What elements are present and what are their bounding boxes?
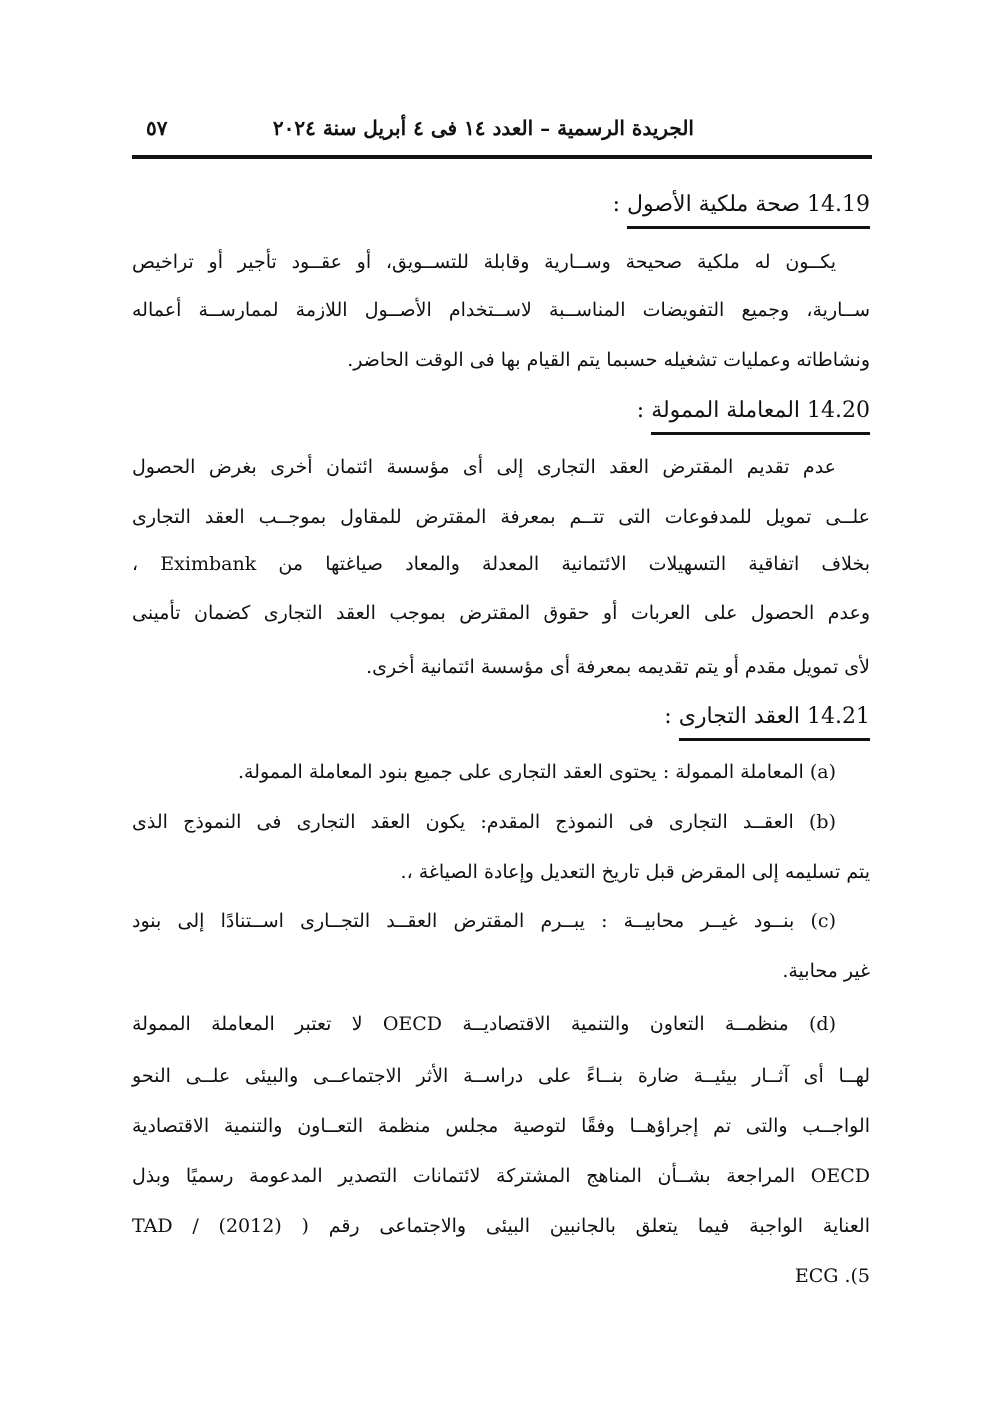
section-heading-14-20: 14.20 المعاملة الممولة :	[132, 396, 870, 435]
paragraph-line: غير محابية.	[782, 960, 870, 982]
list-item-b: (b) العقــد التجارى فى النموذج المقدم: يكون العقد التجارى فى النموذج الذى	[132, 811, 836, 833]
gazette-title: الجريدة الرسمية – العدد ١٤ فى ٤ أبريل سنة ٢٠٢٤	[272, 116, 694, 140]
paragraph-line: الواجــب والتى تم إجراؤهــا وفقًا لتوصية مجلس منظمة التعــاون والتنمية الاقتصادية	[132, 1115, 870, 1137]
paragraph-line: عدم تقديم المقترض العقد التجارى إلى أى مؤسسة ائتمان أخرى بغرض الحصول	[132, 456, 836, 478]
paragraph-line: لأى تمويل مقدم أو يتم تقديمه بمعرفة أى مؤسسة ائتمانية أخرى.	[366, 656, 870, 678]
paragraph-line: علــى تمويل للمدفوعات التى تتــم بمعرفة المقترض للمقاول بموجــب العقد التجارى	[132, 506, 870, 528]
list-item-a: (a) المعاملة الممولة : يحتوى العقد التجارى على جميع بنود المعاملة الممولة.	[237, 761, 836, 783]
paragraph-line: لهــا أى آثــار بيئيــة ضارة بنــاءً على دراســة الأثر الاجتماعــى والبيئى علــى النحو	[132, 1065, 870, 1087]
paragraph-line: العناية الواجبة فيما يتعلق بالجانبين البيئى والاجتماعى رقم ( (2012) / TAD	[132, 1215, 870, 1237]
section-heading-14-21: 14.21 العقد التجارى :	[132, 702, 870, 741]
list-item-d: (d) منظمــة التعاون والتنمية الاقتصاديــة OECD لا تعتبر المعاملة الممولة	[132, 1013, 836, 1035]
paragraph-line: بخلاف اتفاقية التسهيلات الائتمانية المعدلة والمعاد صياغتها من Eximbank ،	[132, 553, 870, 575]
paragraph-line: OECD المراجعة بشــأن المناهج المشتركة لائتمانات التصدير المدعومة رسميًا وبذل	[132, 1165, 870, 1187]
page-header	[132, 112, 870, 148]
header-rule	[132, 155, 872, 159]
paragraph-line: يكــون له ملكية صحيحة وســارية وقابلة للتســويق، أو عقــود تأجير أو تراخيص	[132, 251, 836, 273]
paragraph-line: وعدم الحصول على العربات أو حقوق المقترض بموجب العقد التجارى كضمان تأمينى	[132, 602, 870, 624]
list-item-c: (c) بنــود غيــر محابيــة : يبــرم المقترض العقــد التجــارى اســتنادًا إلى بنود	[132, 910, 836, 932]
section-heading-14-19: 14.19 صحة ملكية الأصول :	[132, 190, 870, 229]
paragraph-line: ونشاطاته وعمليات تشغيله حسبما يتم القيام بها فى الوقت الحاضر.	[347, 349, 870, 371]
paragraph-line: ECG .(5	[794, 1265, 870, 1287]
page-number: ٥٧	[146, 116, 168, 140]
paragraph-line: يتم تسليمه إلى المقرض قبل تاريخ التعديل وإعادة الصياغة ،.	[400, 861, 870, 883]
paragraph-line: ســارية، وجميع التفويضات المناســبة لاســتخدام الأصــول اللازمة لممارســة أعماله	[132, 299, 870, 321]
